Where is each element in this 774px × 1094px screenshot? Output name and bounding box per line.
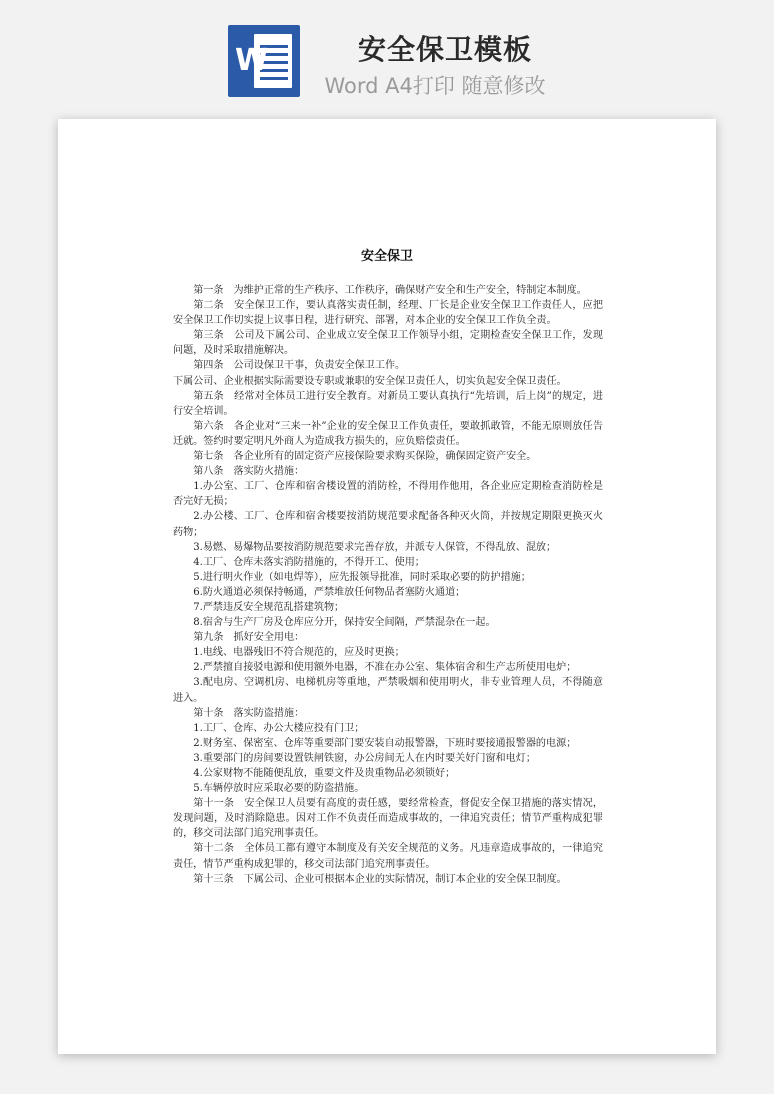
document-paragraph: 第一条 为维护正常的生产秩序、工作秩序，确保财产安全和生产安全，特制定本制度。 (193, 285, 587, 296)
document-paragraph: 2.办公楼、工厂、仓库和宿舍楼要按消防规范要求配备各种灭火筒，并按规定期限更换灭火药物； (173, 511, 603, 538)
word-document-icon (228, 25, 300, 97)
document-paragraph: 第二条 安全保卫工作，要认真落实责任制，经理、厂长是企业安全保卫工作责任人，应把安全保卫工作切实提上议事日程，进行研究、部署，对本企业的安全保卫工作负全责。 (173, 300, 603, 327)
document-paragraph: 第三条 公司及下属公司、企业成立安全保卫工作领导小组，定期检查安全保卫工作，发现问题，及时采取措施解决。 (173, 330, 603, 357)
document-paragraph: 6.防火通道必须保持畅通，严禁堆放任何物品者塞防火通道； (193, 586, 466, 598)
document-paragraph: 第八条 落实防火措施： (193, 466, 305, 478)
document-paragraph: 第九条 抓好安全用电： (193, 632, 305, 644)
document-paragraph: 第四条 公司设保卫干事，负责安全保卫工作。 (193, 360, 406, 372)
document-paragraph: 5.车辆停放时应采取必要的防盗措施。 (193, 783, 365, 795)
document-paragraph: 7.严禁违反安全规范乱搭建筑物； (193, 601, 345, 613)
document-paragraph: 第六条 各企业对“三来一补”企业的安全保卫工作负责任，要敢抓敢管，不能无原则放任告迁就。签约时要定明凡外商人为造成我方损失的，应负赔偿责任。 (173, 420, 603, 447)
word-letter: W (235, 43, 269, 78)
document-paragraph: 下属公司、企业根据实际需要设专职或兼职的安全保卫责任人，切实负起安全保卫责任。 (173, 375, 567, 387)
document-paragraph: 4.工厂、仓库未落实消防措施的，不得开工、使用； (193, 556, 425, 568)
document-paragraph: 第十二条 全体员工都有遵守本制度及有关安全规范的义务。凡违章造成事故的，一律追究责任，情节严重构成犯罪的，移交司法部门追究刑事责任。 (173, 843, 603, 870)
document-paragraph: 5.进行明火作业（如电焊等），应先报领导批准，同时采取必要的防护措施； (193, 571, 531, 583)
document-paragraph: 1.电线、电器残旧不符合规范的，应及时更换； (193, 647, 405, 659)
document-paragraph: 第十一条 安全保卫人员要有高度的责任感，要经常检查，督促安全保卫措施的落实情况，发现问题，及时消除隐患。因对工作不负责任而造成事故的，一律追究责任；情节严重构成犯罪的，移交司法部门追究刑事责任。 (173, 798, 603, 840)
document-paragraph: 2.严禁擅自接驳电源和使用额外电器，不准在办公室、集体宿舍和生产志所使用电炉； (193, 662, 577, 674)
document-paragraph: 2.财务室、保密室、仓库等重要部门要安装自动报警器，下班时要接通报警器的电源； (193, 737, 577, 749)
document-paragraph: 3.配电房、空调机房、电梯机房等重地，严禁吸烟和使用明火，非专业管理人员，不得随意进入。 (173, 677, 603, 704)
document-paragraph: 第十条 落实防盗措施： (193, 707, 305, 719)
document-body (173, 283, 603, 887)
document-paragraph: 4.公家财物不能随便乱放，重要文件及贵重物品必须锁好； (193, 768, 456, 779)
document-page (58, 119, 716, 1054)
document-paragraph: 第五条 经常对全体员工进行安全教育。对新员工要认真执行“先培训，后上岗”的规定，进行安全培训。 (173, 390, 603, 417)
document-paragraph: 1.办公室、工厂、仓库和宿舍楼设置的消防栓，不得用作他用，各企业应定期检查消防栓是否完好无损； (173, 481, 603, 508)
document-paragraph: 8.宿舍与生产厂房及仓库应分开，保持安全间隔，严禁混杂在一起。 (193, 617, 496, 629)
document-title: 安全保卫 (360, 249, 413, 264)
document-paragraph: 1.工厂、仓库、办公大楼应投有门卫； (193, 722, 365, 734)
header-banner (0, 0, 774, 110)
document-paragraph: 3.重要部门的房间要设置铁闸铁窗，办公房间无人在内时要关好门窗和电灯； (193, 752, 536, 764)
document-paragraph: 3.易燃、易爆物品要按消防规范要求完善存放，并派专人保管，不得乱放、混放； (193, 541, 557, 553)
document-paragraph: 第七条 各企业所有的固定资产应接保险要求购买保险，确保固定资产安全。 (193, 451, 537, 463)
template-title: 安全保卫模板 (357, 33, 532, 66)
template-subtitle: Word A4打印 随意修改 (324, 74, 546, 98)
document-paragraph: 第十三条 下属公司、企业可根据本企业的实际情况，制订本企业的安全保卫制度。 (193, 873, 567, 885)
